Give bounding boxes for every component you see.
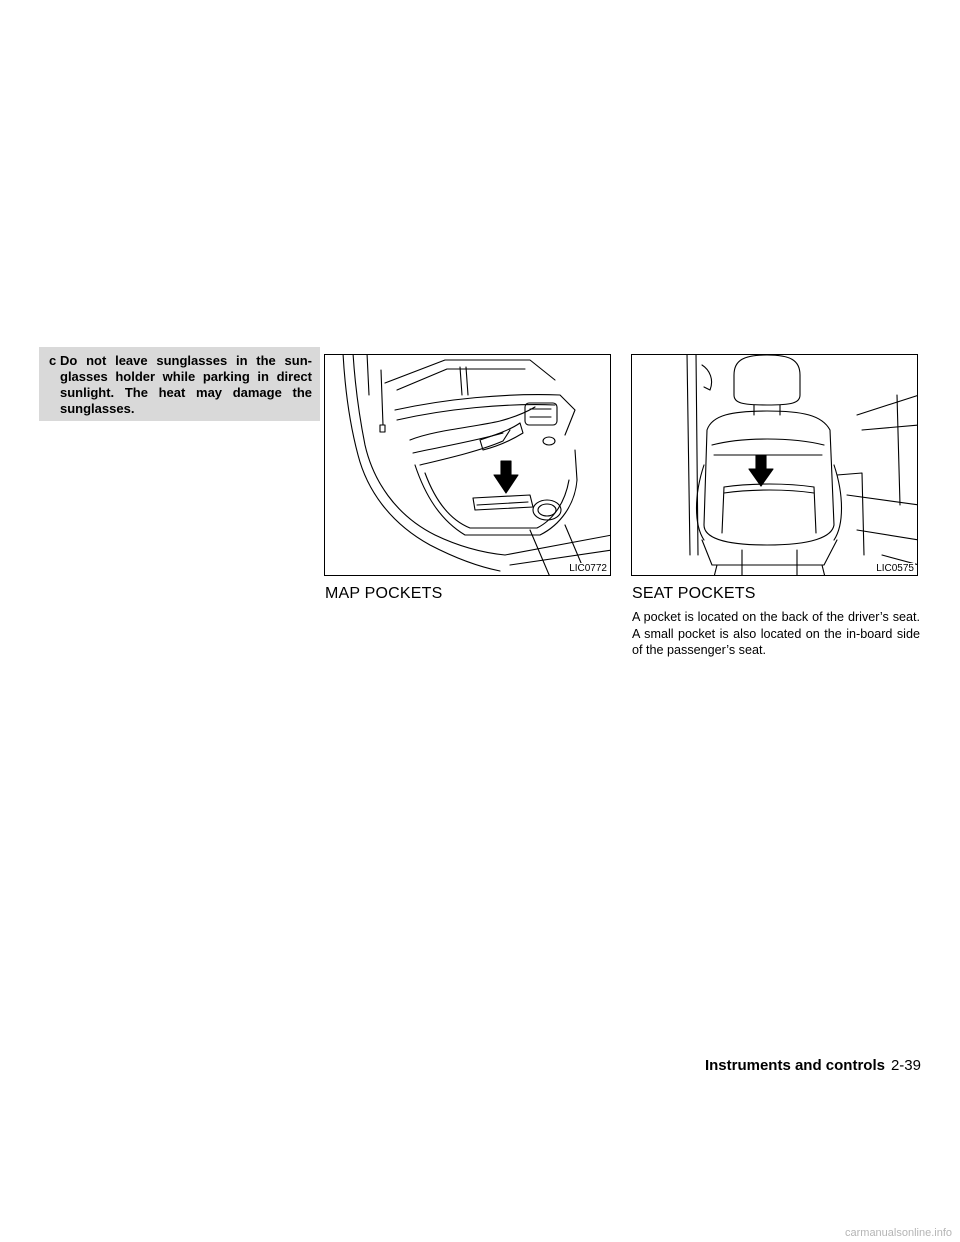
bullet-icon: c bbox=[49, 353, 57, 368]
caution-box bbox=[39, 347, 320, 421]
watermark: carmanualsonline.info bbox=[845, 1227, 953, 1239]
caution-item bbox=[49, 353, 312, 417]
map-pockets-heading: MAP POCKETS bbox=[325, 585, 443, 602]
seat-back-illustration bbox=[632, 355, 918, 576]
figure-seat-pockets bbox=[631, 354, 918, 576]
figure-code: LIC0575 bbox=[876, 563, 914, 574]
figure-code: LIC0772 bbox=[569, 563, 607, 574]
arrow-down-icon bbox=[494, 461, 518, 493]
arrow-down-icon bbox=[749, 455, 773, 486]
page-footer bbox=[705, 1056, 921, 1076]
door-panel-illustration bbox=[325, 355, 611, 576]
footer-section-title: Instruments and controls bbox=[704, 1057, 885, 1074]
caution-text: Do not leave sunglasses in the sun-glasses holder while parking in direct sunlight. The heat may damage the sunglasses. bbox=[60, 353, 312, 416]
figure-map-pockets bbox=[324, 354, 611, 576]
seat-pockets-body: A pocket is located on the back of the driver’s seat. A small pocket is also located on the in-board side of the passenger’s seat. bbox=[632, 610, 920, 657]
seat-pockets-heading: SEAT POCKETS bbox=[632, 585, 756, 602]
page-number: 2-39 bbox=[890, 1057, 921, 1074]
